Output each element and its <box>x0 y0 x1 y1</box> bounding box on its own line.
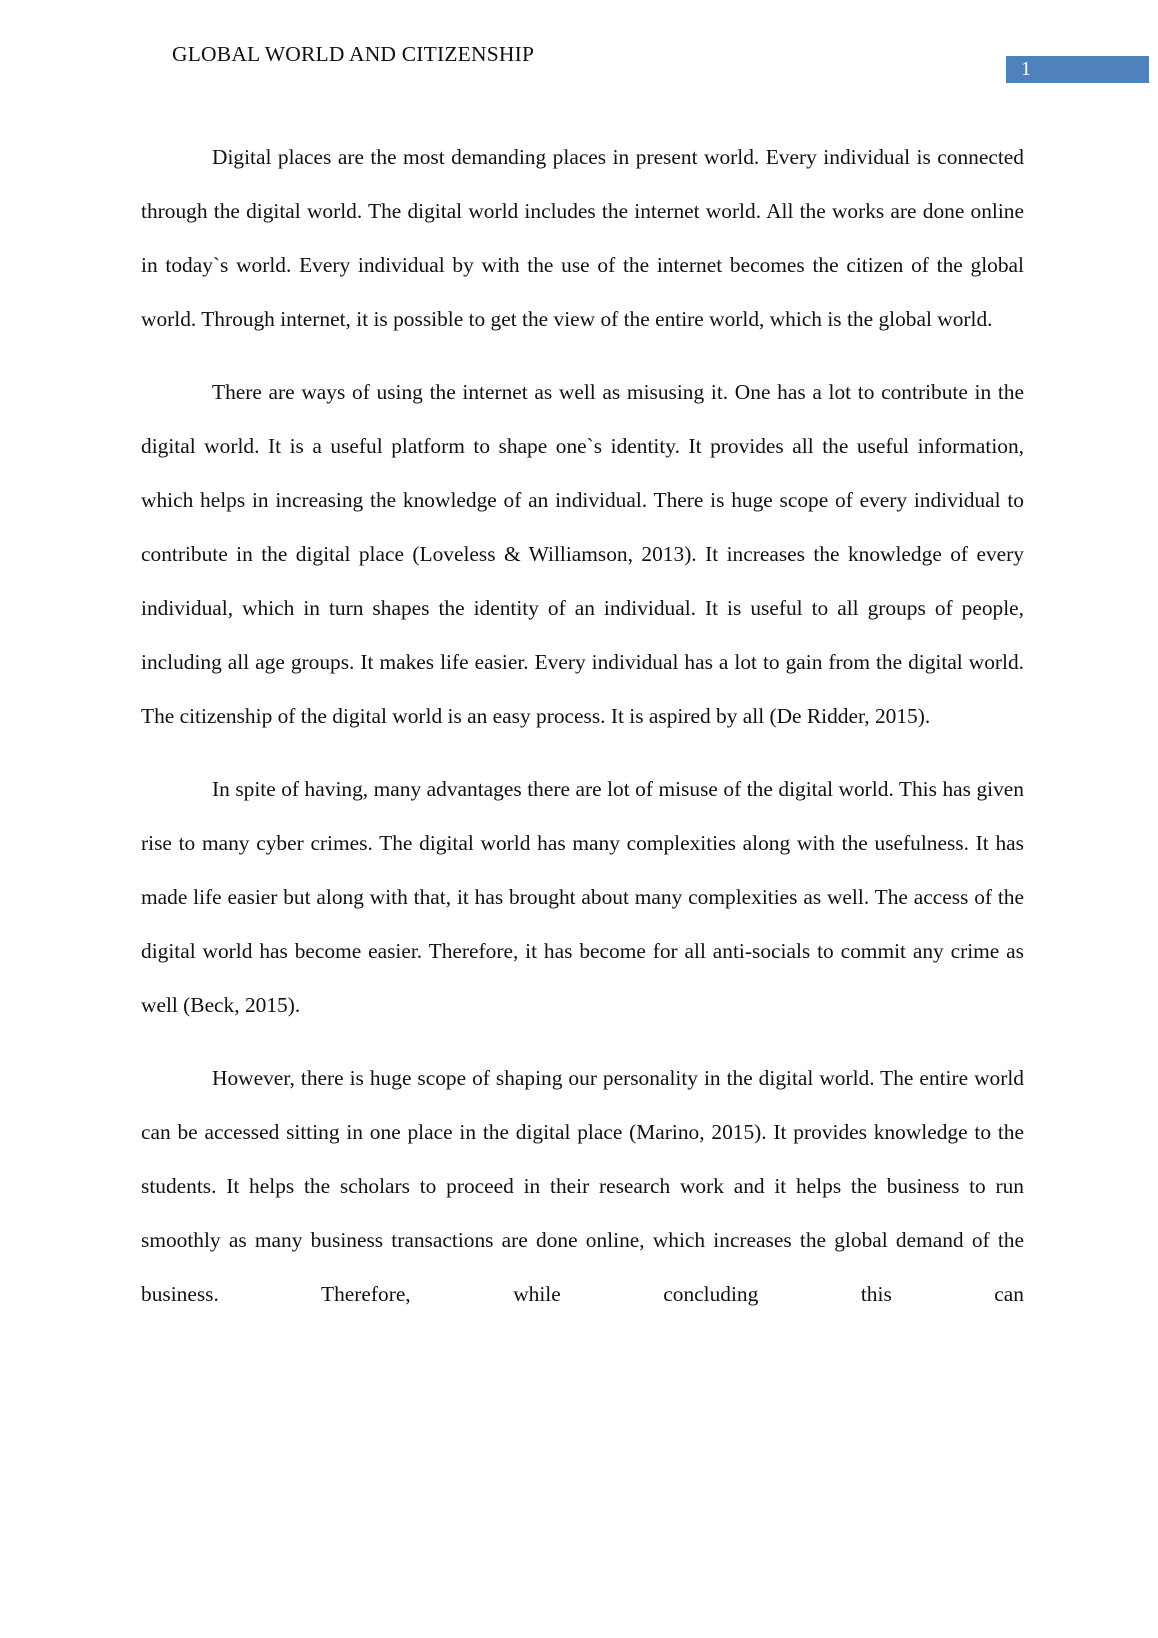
running-head: GLOBAL WORLD AND CITIZENSHIP <box>172 42 535 66</box>
paragraph-3: In spite of having, many advantages there are lot of misuse of the digital world. This has given rise to many cyber crimes. The digital world has many complexities along with the usefulness. It has made life easier but along with that, it has brought about many complexities as well. The access of the digital world has become easier. Therefore, it has become for all anti-socials to commit any crime as well (Beck, 2015). <box>141 777 1024 1017</box>
paragraph-2: There are ways of using the internet as well as misusing it. One has a lot to contribute in the digital world. It is a useful platform to shape one`s identity. It provides all the useful information, which helps in increasing the knowledge of an individual. There is huge scope of every individual to contribute in the digital place (Loveless & Williamson, 2013). It increases the knowledge of every individual, which in turn shapes the identity of an individual. It is useful to all groups of people, including all age groups. It makes life easier. Every individual has a lot to gain from the digital world. The citizenship of the digital world is an easy process. It is aspired by all (De Ridder, 2015). <box>141 380 1024 728</box>
body-text <box>141 130 1024 1340</box>
page-number: 1 <box>1021 58 1031 80</box>
page-number-box <box>1006 56 1149 83</box>
paragraph-4: However, there is huge scope of shaping our personality in the digital world. The entire world can be accessed sitting in one place in the digital place (Marino, 2015). It provides knowledge to the students. It helps the scholars to proceed in their research work and it helps the business to run smoothly as many business transactions are done online, which increases the global demand of the business. Therefore, while concluding this can <box>141 1066 1024 1306</box>
paragraph-1: Digital places are the most demanding places in present world. Every individual is connected through the digital world. The digital world includes the internet world. All the works are done online in today`s world. Every individual by with the use of the internet becomes the citizen of the global world. Through internet, it is possible to get the view of the entire world, which is the global world. <box>141 145 1024 331</box>
